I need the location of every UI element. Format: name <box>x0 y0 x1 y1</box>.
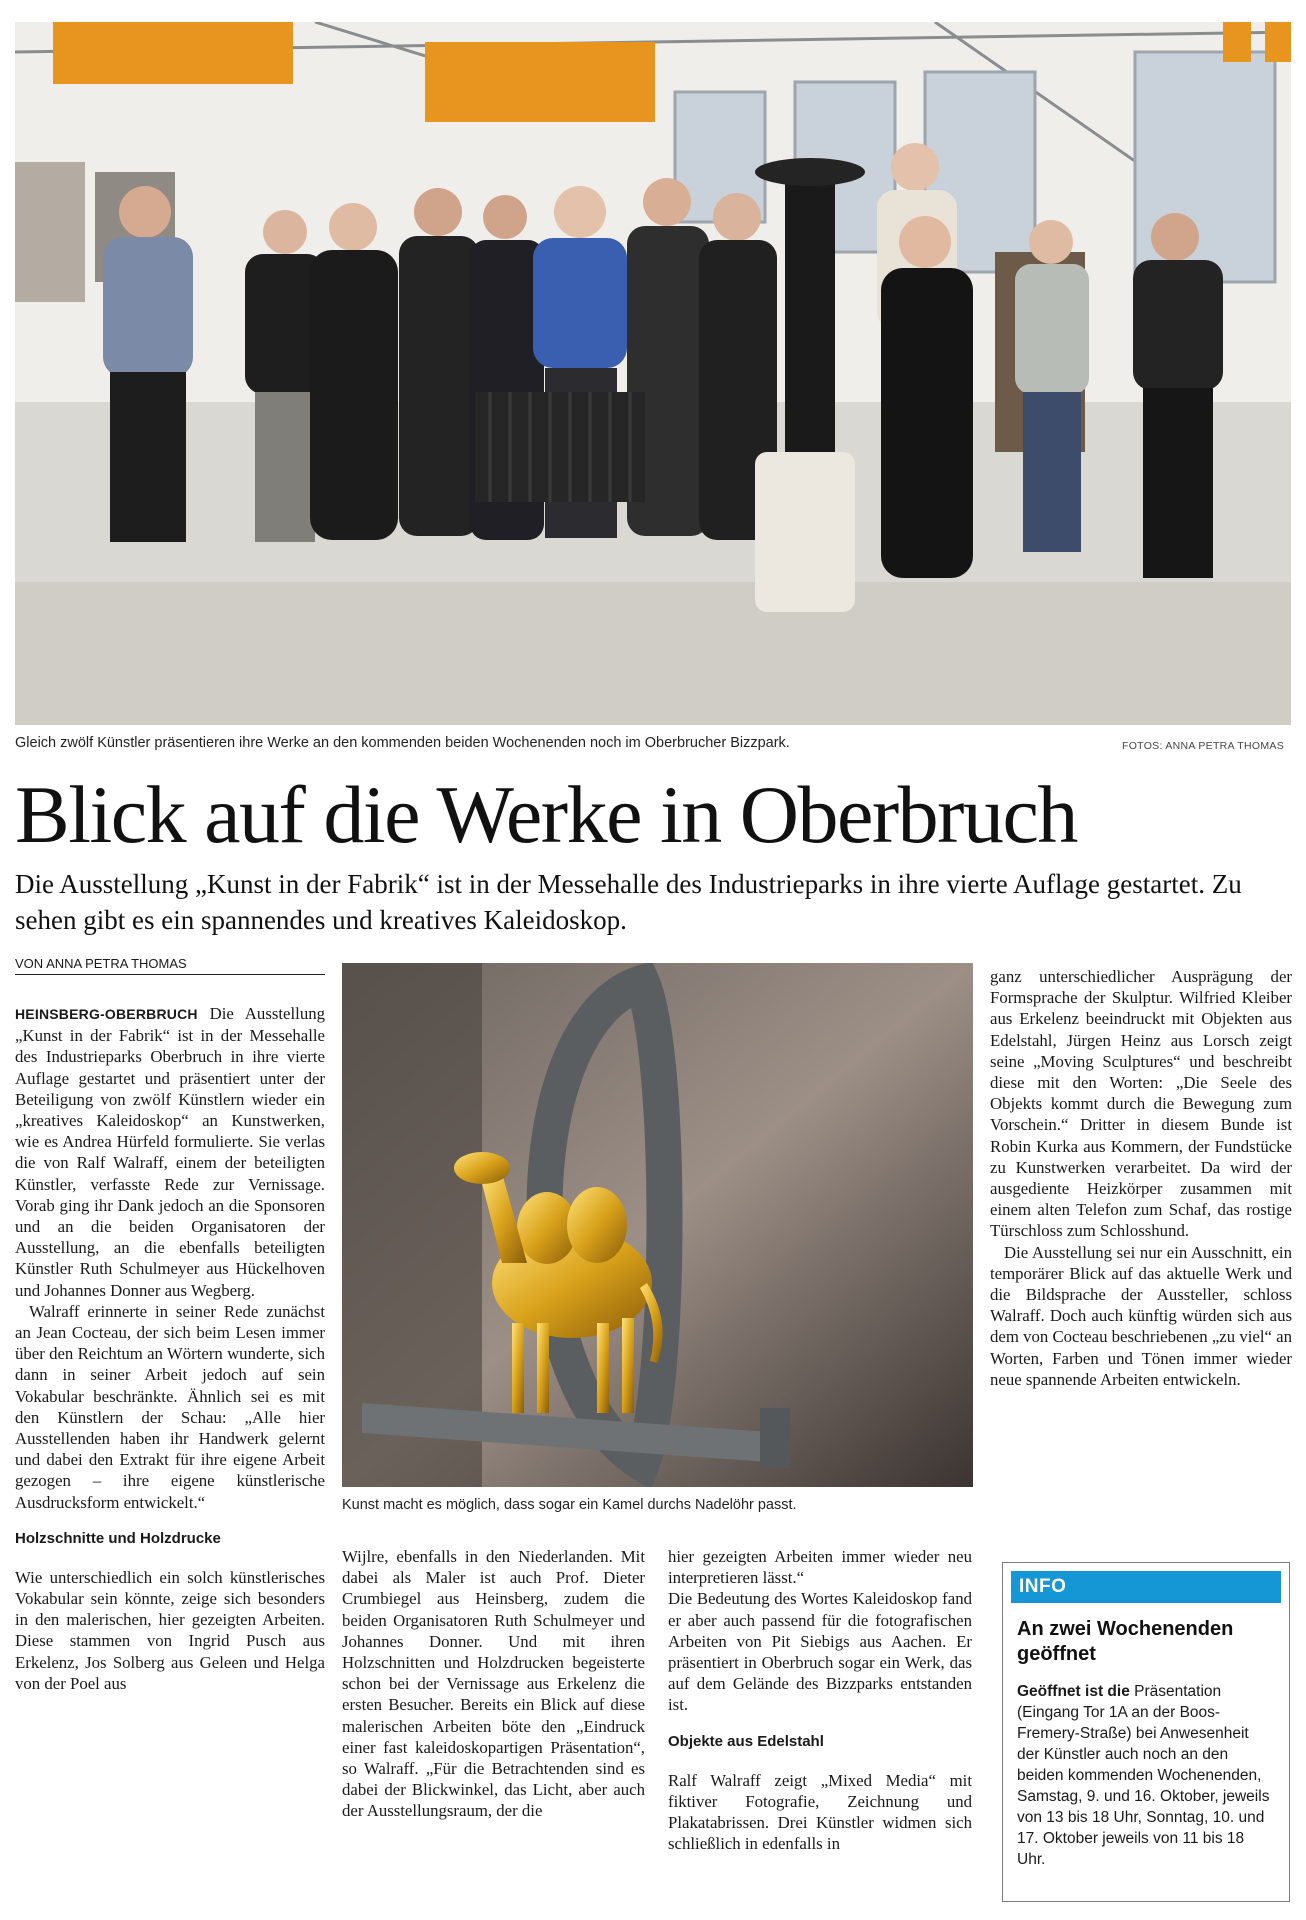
article-subhead: Die Ausstellung „Kunst in der Fabrik“ ist in der Messehalle des Industrieparks in ihre vierte Auflage gestartet. Zu sehen gibt es ein spannendes und kreatives Kaleidoskop. <box>15 869 1242 935</box>
paragraph: Die Ausstellung sei nur ein Ausschnitt, ein temporärer Blick auf das aktuelle Werk und die Bildsprache der Aussteller, schloss Walraff. Doch auch künftig würden sich aus dem von Cocteau beschriebenen „zu viel“ an Worten, Farben und Tönen immer wieder neue spannende Arbeiten entwickeln. <box>990 1242 1292 1389</box>
article-column-1 <box>15 1003 325 1908</box>
info-title: An zwei Wochenenden geöffnet <box>1017 1618 1234 1665</box>
paragraph: Wie unterschiedlich ein solch künstlerisches Vokabular sein könnte, zeige sich besonders in den malerischen, hier gezeigten Arbeiten. Diese stammen von Ingrid Pusch aus Erkelenz, Jos Solberg aus Geleen und Helga von der Poel aus <box>15 1567 325 1693</box>
camel-photo-caption: Kunst macht es möglich, dass sogar ein Kamel durchs Nadelöhr passt. <box>342 1497 797 1513</box>
info-label: INFO <box>1011 1571 1281 1603</box>
subheading-edelstahl: Objekte aus Edelstahl <box>668 1732 824 1750</box>
article-headline: Blick auf die Werke in Oberbruch <box>15 769 1077 860</box>
article-column-3 <box>668 1546 972 1908</box>
paragraph <box>15 1003 325 1301</box>
article-column-2 <box>342 1546 645 1908</box>
group-photo-illustration <box>15 22 1291 725</box>
info-body: Präsentation (Eingang Tor 1A an der Boos-Fremery-Straße) bei Anwesenheit der Künstler auch noch an den beiden kommenden Wochenenden, Samstag, 9. und 16. Oktober, jeweils von 13 bis 18 Uhr, Sonntag, 10. und 17. Oktober jeweils von 11 bis 18 Uhr. <box>1017 1683 1270 1868</box>
article-column-4 <box>990 966 1292 1526</box>
subheading-holzschnitte: Holzschnitte und Holzdrucke <box>15 1529 221 1547</box>
group-photo <box>15 22 1291 725</box>
paragraph: Die Bedeutung des Wortes Kaleidoskop fand er aber auch passend für die fotografischen Arbeiten von Pit Siebigs aus Aachen. Er präsentiert in Oberbruch sogar ein Werk, das auf dem Gelände des Bizzparks entstanden ist. <box>668 1589 972 1715</box>
paragraph-text: Die Ausstellung „Kunst in der Fabrik“ ist in der Messehalle des Industrieparks Oberbruch in ihre vierte Auflage gestartet und präsentiert unter der Beteiligung von zwölf Künstlern wieder ein „kreatives Kaleidoskop“ an Kunstwerken, wie es Andrea Hürfeld formulierte. Sie verlas die von Ralf Walraff, einem der beteiligten Künstler, verfasste Rede zur Vernissage. Vorab ging ihr Dank jedoch an die Sponsoren und an die beiden Organisatoren der Ausstellung, an die ebenfalls beteiligten Künstler Ruth Schulmeyer aus Hückelhoven und Johannes Donner aus Wegberg. <box>15 1004 325 1300</box>
camel-sculpture-photo <box>342 963 973 1487</box>
paragraph: ganz unterschiedlicher Ausprägung der Formsprache der Skulptur. Wilfried Kleiber aus Erkelenz beeindruckt mit Objekten aus Edelstahl, Jürgen Heinz aus Lorsch zeigt seine „Moving Sculptures“ und beschreibt diese mit den Worten: „Die Seele des Objekts kommt durch die Bewegung zum Vorschein.“ Dritter in diesem Bunde ist Robin Kurka aus Kommern, der Fundstücke zu Kunstwerken verarbeitet. Da wird der ausgediente Heizkörper zusammen mit einem alten Telefon zum Schaf, das rostige Türschloss zum Schlosshund. <box>990 967 1292 1241</box>
paragraph: Wijlre, ebenfalls in den Niederlanden. Mit dabei als Maler ist auch Prof. Dieter Crumbiegel aus Heinsberg, zudem die beiden Organisatoren Ruth Schulmeyer und Johannes Donner. Und mit ihren Holzschnitten und Holzdrucken begeisterte schon bei der Vernissage aus Erkelenz die ersten Besucher. Bereits ein Blick auf diese malerischen Arbeiten böte den „Eindruck einer fast kaleidoskopartigen Präsentation“, so Walraff. „Für die Betrachtenden sind es dabei der Blickwinkel, das Licht, aber auch der Ausstellungsraum, der die <box>342 1547 645 1821</box>
paragraph: hier gezeigten Arbeiten immer wieder neu interpretieren lässt.“ <box>668 1547 972 1588</box>
photo-credit: FOTOS: ANNA PETRA THOMAS <box>1122 740 1285 752</box>
info-box <box>1002 1562 1290 1902</box>
paragraph: Ralf Walraff zeigt „Mixed Media“ mit fiktiver Fotografie, Zeichnung und Plakatabrissen. Drei Künstler widmen sich schließlich in edenfalls in <box>668 1770 972 1854</box>
info-lead: Geöffnet ist die <box>1017 1683 1130 1700</box>
info-text <box>1017 1681 1275 1870</box>
top-photo-caption: Gleich zwölf Künstler präsentieren ihre Werke an den kommenden beiden Wochenenden noch im Oberbrucher Bizzpark. <box>15 735 790 751</box>
camel-sculpture-illustration <box>342 963 973 1487</box>
byline: VON ANNA PETRA THOMAS <box>15 956 325 975</box>
paragraph: Walraff erinnerte in seiner Rede zunächst an Jean Cocteau, der sich beim Lesen immer über den Reichtum an Wörtern wunderte, sich dann in seiner Arbeit jedoch auf sein Vokabular beschränkte. Ähnlich sei es mit den Künstlern der Schau: „Alle hier Ausstellenden haben ihr Handwerk gelernt und dabei den Extrakt für ihre eigene Arbeit gezogen – ihre eigene künstlerische Ausdrucksform entwickelt.“ <box>15 1301 325 1512</box>
dateline: HEINSBERG-OBERBRUCH <box>15 1006 198 1022</box>
